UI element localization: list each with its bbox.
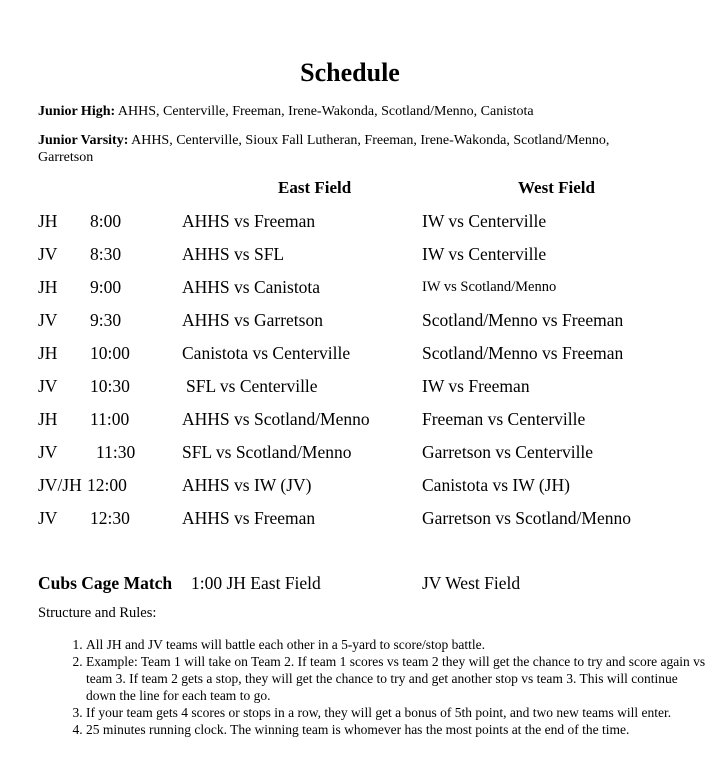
east-match-cell: AHHS vs SFL bbox=[182, 244, 285, 264]
division-cell: JH bbox=[38, 409, 58, 429]
west-match-cell: Garretson vs Centerville bbox=[422, 442, 594, 462]
rules-list bbox=[38, 636, 711, 738]
cage-match-east: 1:00 JH East Field bbox=[191, 573, 321, 593]
division-cell: JV bbox=[38, 442, 58, 462]
structure-heading: Structure and Rules: bbox=[38, 605, 157, 621]
time-cell: 10:30 bbox=[90, 376, 130, 396]
time-cell: 9:00 bbox=[90, 277, 122, 297]
division-cell: JV/JH bbox=[38, 475, 82, 495]
schedule-row bbox=[0, 243, 722, 265]
schedule-row bbox=[0, 375, 722, 397]
west-match-cell: Scotland/Menno vs Freeman bbox=[422, 310, 624, 330]
division-cell: JH bbox=[38, 211, 58, 231]
schedule-row bbox=[0, 408, 722, 430]
west-match-cell: Canistota vs IW (JH) bbox=[422, 475, 570, 495]
rule-item: 1. All JH and JV teams will battle each other in a 5-yard to score/stop battle. bbox=[86, 636, 711, 653]
time-cell: 8:00 bbox=[90, 211, 122, 231]
cage-match-label: Cubs Cage Match bbox=[38, 573, 173, 593]
west-match-cell: Scotland/Menno vs Freeman bbox=[422, 343, 624, 363]
west-match-cell: IW vs Scotland/Menno bbox=[422, 279, 557, 295]
west-match-cell: Freeman vs Centerville bbox=[422, 409, 586, 429]
time-cell: 11:30 bbox=[96, 442, 136, 462]
schedule-row bbox=[0, 507, 722, 529]
time-cell: 12:00 bbox=[87, 475, 127, 495]
time-cell: 9:30 bbox=[90, 310, 122, 330]
east-match-cell: AHHS vs Freeman bbox=[182, 508, 316, 528]
schedule-row bbox=[0, 210, 722, 232]
page-title: Schedule bbox=[300, 58, 400, 87]
junior-high-label: Junior High: bbox=[38, 104, 116, 119]
schedule-row bbox=[0, 474, 722, 496]
east-match-cell: Canistota vs Centerville bbox=[182, 343, 351, 363]
division-cell: JV bbox=[38, 310, 58, 330]
east-match-cell: AHHS vs Canistota bbox=[182, 277, 321, 297]
division-cell: JV bbox=[38, 376, 58, 396]
east-match-cell: AHHS vs IW (JV) bbox=[182, 475, 312, 495]
east-match-cell: AHHS vs Freeman bbox=[182, 211, 316, 231]
east-match-cell: AHHS vs Garretson bbox=[182, 310, 323, 330]
schedule-row bbox=[0, 441, 722, 463]
west-match-cell: IW vs Centerville bbox=[422, 244, 547, 264]
junior-varsity-label: Junior Varsity: bbox=[38, 133, 129, 148]
division-cell: JV bbox=[38, 244, 58, 264]
schedule-row bbox=[0, 276, 722, 298]
east-match-cell: AHHS vs Scotland/Menno bbox=[182, 409, 370, 429]
junior-high-teams bbox=[38, 103, 668, 120]
division-cell: JV bbox=[38, 508, 58, 528]
east-field-header: East Field bbox=[278, 178, 352, 197]
time-cell: 11:00 bbox=[90, 409, 130, 429]
junior-high-team-list: AHHS, Centerville, Freeman, Irene-Wakonda, Scotland/Menno, Canistota bbox=[115, 104, 534, 119]
west-field-header: West Field bbox=[518, 178, 595, 197]
rule-item: 4. 25 minutes running clock. The winning team is whomever has the most points at the end of the time. bbox=[86, 721, 711, 738]
time-cell: 10:00 bbox=[90, 343, 130, 363]
rule-item: 3. If your team gets 4 scores or stops in a row, they will get a bonus of 5th point, and two new teams will enter. bbox=[86, 704, 711, 721]
cage-match-west: JV West Field bbox=[422, 573, 521, 593]
east-match-cell: SFL vs Scotland/Menno bbox=[182, 442, 352, 462]
junior-varsity-teams bbox=[38, 132, 668, 166]
junior-varsity-team-list: AHHS, Centerville, Sioux Fall Lutheran, Freeman, Irene-Wakonda, Scotland/Menno, Garretson bbox=[38, 133, 610, 165]
schedule-row bbox=[0, 309, 722, 331]
west-match-cell: Garretson vs Scotland/Menno bbox=[422, 508, 631, 528]
east-match-cell: SFL vs Centerville bbox=[186, 376, 318, 396]
time-cell: 8:30 bbox=[90, 244, 122, 264]
west-match-cell: IW vs Freeman bbox=[422, 376, 530, 396]
division-cell: JH bbox=[38, 343, 58, 363]
rule-item: 2. Example: Team 1 will take on Team 2. If team 1 scores vs team 2 they will get the chance to try and score again vs team 3. If team 2 gets a stop, they will get the chance to try and get another stop vs team 3. This will continue down the line for each team to go. bbox=[86, 653, 711, 704]
cage-match-line bbox=[0, 572, 722, 594]
time-cell: 12:30 bbox=[90, 508, 130, 528]
division-cell: JH bbox=[38, 277, 58, 297]
schedule-row bbox=[0, 342, 722, 364]
west-match-cell: IW vs Centerville bbox=[422, 211, 547, 231]
